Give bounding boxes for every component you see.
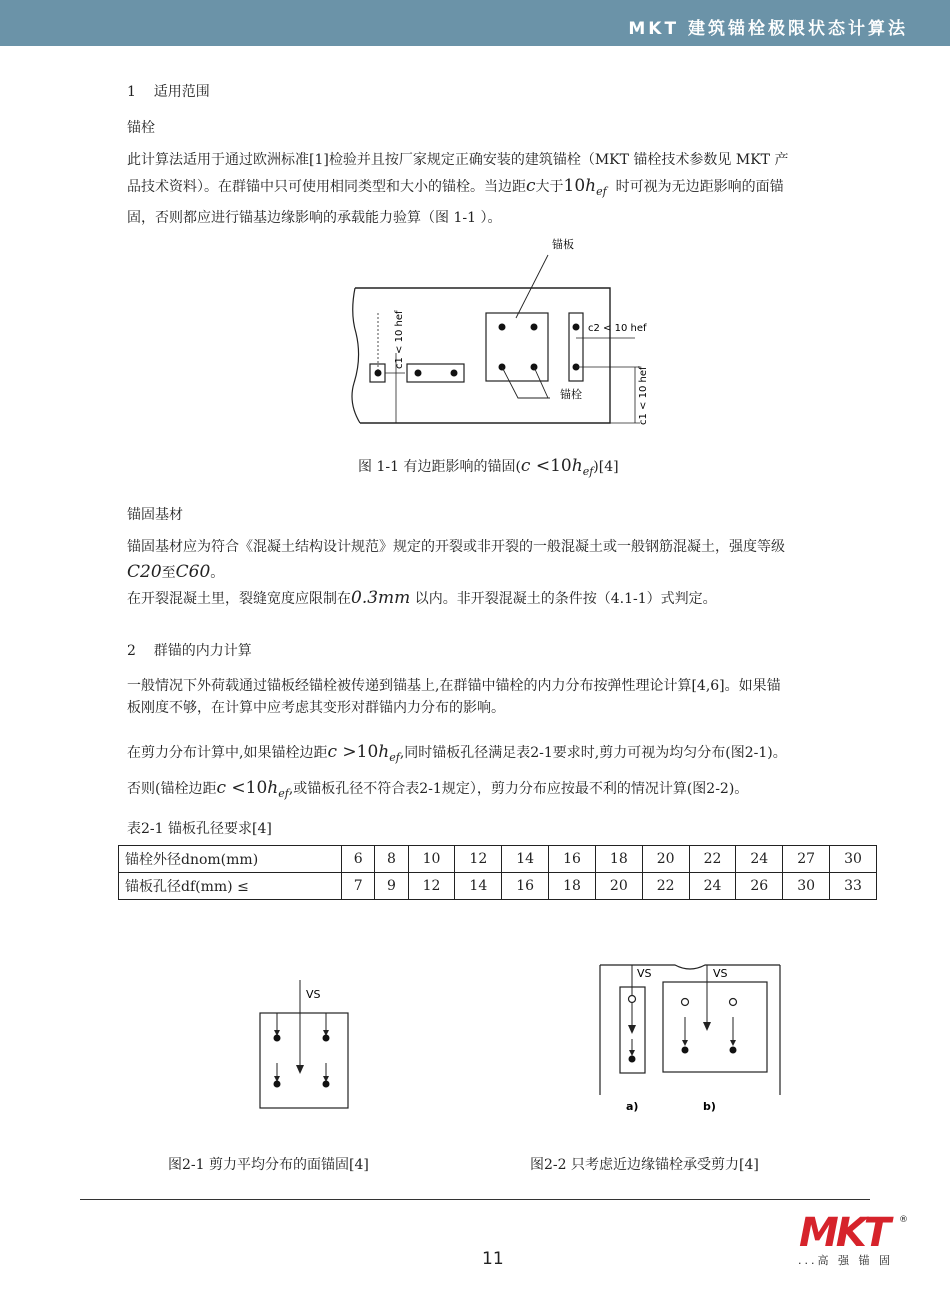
section2-number: 2: [127, 643, 136, 659]
shear-line1: [127, 737, 877, 773]
logo-tagline: ...高 强 锚 固: [798, 1254, 893, 1267]
paragraph-internal-force: [127, 675, 877, 719]
page-number: 11: [482, 1249, 504, 1269]
table-row2-label: 锚板孔径df(mm) ≤: [119, 873, 342, 900]
shear-gt: >10: [336, 742, 379, 762]
table-cell: 33: [830, 873, 877, 900]
logo-registered: ®: [899, 1215, 908, 1225]
shear-line2: [127, 773, 877, 809]
table-title: 表2-1 锚板孔径要求[4]: [127, 821, 272, 837]
section1-number: 1: [127, 84, 136, 100]
fig11-label-bolt: 锚栓: [560, 388, 582, 401]
fig11-label-plate: 锚板: [552, 238, 574, 251]
fig11-caption-h: h: [571, 456, 583, 476]
fig21-bolt: [323, 1035, 330, 1042]
fig21-bolt: [274, 1035, 281, 1042]
fig22-bolt: [629, 1056, 636, 1063]
math-crack-width: 0.3mm: [351, 588, 411, 608]
table-cell: 26: [736, 873, 783, 900]
table-cell: 8: [375, 846, 408, 873]
fig11-bolt: [415, 370, 422, 377]
scope-line2-b: 时可视为无边距影响的面锚: [615, 179, 784, 195]
fig21-bolts: [274, 1013, 330, 1088]
paragraph-shear: [127, 737, 877, 809]
scope-line2-mid: 大于: [535, 179, 564, 195]
section2-heading: [127, 640, 252, 662]
section2-title: 群锚的内力计算: [153, 643, 252, 659]
fig11-bolt: [499, 324, 506, 331]
shear2-h: h: [267, 777, 279, 798]
section1-heading: [127, 81, 210, 103]
paragraph-scope: [127, 147, 877, 231]
math-c20: C20: [127, 562, 162, 582]
fig22-label-b: b): [703, 1100, 716, 1113]
fig11-label-c1-left: c1 < 10 hef: [394, 310, 405, 369]
fig22-label-a: a): [626, 1100, 639, 1113]
table-cell: 24: [689, 873, 736, 900]
shear2-lt: <10: [226, 777, 268, 798]
table-cell: 9: [375, 873, 408, 900]
table-cell: 30: [830, 846, 877, 873]
fig21-plate: [260, 1013, 348, 1108]
crack-a: 在开裂混凝土里，裂缝宽度应限制在: [127, 591, 351, 607]
fig22-bolt-open: [629, 996, 636, 1003]
footer-divider: [80, 1199, 870, 1200]
fig11-caption: [358, 456, 619, 478]
fig11-broken-edge: [352, 288, 360, 423]
table-cell: 20: [642, 846, 689, 873]
mkt-logo: [795, 1210, 915, 1252]
table-cell: 14: [502, 846, 549, 873]
fig11-square-plate: [486, 313, 548, 381]
fig11-label-c1-right: c1 < 10 hef: [638, 366, 649, 425]
fig22-bolt-open: [730, 999, 737, 1006]
math-10: 10: [563, 176, 586, 196]
fig21-bolt: [274, 1081, 281, 1088]
force-line2: 板刚度不够，在计算中应考虑其变形对群锚内力分布的影响。: [127, 700, 505, 716]
shear2-c: c: [216, 777, 226, 798]
logo-wordmark: MKT: [799, 1210, 889, 1252]
shear-b: ,同时锚板孔径满足表2-1要求时,剪力可视为均匀分布(图2-1)。: [399, 745, 787, 761]
fig11-caption-lt: <10: [530, 456, 572, 476]
shear-c: c: [327, 742, 337, 762]
table-cell: 10: [408, 846, 455, 873]
math-h: h: [585, 176, 597, 196]
crack-b: 以内。非开裂混凝土的条件按（4.1-1）式判定。: [414, 591, 717, 607]
shear2-ef: ef: [278, 786, 289, 800]
header-bar: [0, 0, 950, 46]
fig11-caption-ef: ef: [582, 464, 594, 478]
shear-a: 在剪力分布计算中,如果锚栓边距: [127, 745, 328, 761]
table-row: [119, 846, 877, 873]
table-cell: 18: [595, 846, 642, 873]
paragraph-base-material: [127, 535, 877, 612]
fig11-bolt: [451, 370, 458, 377]
fig21-caption: 图2-1 剪力平均分布的面锚固[4]: [168, 1157, 369, 1173]
math-c60: C60: [175, 562, 211, 582]
shear2-a: 否则(锚栓边距: [127, 780, 217, 797]
table-cell: 7: [342, 873, 375, 900]
math-ef: ef: [596, 184, 607, 198]
force-line1: 一般情况下外荷载通过锚板经锚栓被传递到锚基上,在群锚中锚栓的内力分布按弹性理论计算[4,6]。如果锚: [127, 678, 781, 694]
table-cell: 22: [642, 873, 689, 900]
hole-diameter-table: [118, 845, 877, 900]
base-to: 至: [161, 565, 176, 581]
subheading-base-material: 锚固基材: [127, 507, 183, 523]
shear2-b: ,或锚板孔径不符合表2-1规定），剪力分布应按最不利的情况计算(图2-2)。: [288, 780, 749, 797]
fig11-caption-b: )[4]: [593, 459, 619, 475]
scope-line3: 固，否则都应进行锚基边缘影响的承载能力验算（图 1-1 ）。: [127, 209, 502, 226]
table-row1-label: 锚栓外径dnom(mm): [119, 846, 342, 873]
table-cell: 18: [549, 873, 596, 900]
fig22-label-vs-b: VS: [713, 967, 728, 980]
section1-title: 适用范围: [153, 84, 210, 100]
figure-2-2: [595, 955, 790, 1120]
table-cell: 22: [689, 846, 736, 873]
figure-2-1: [230, 975, 370, 1115]
table-cell: 6: [342, 846, 375, 873]
table-cell: 12: [455, 846, 502, 873]
fig11-narrow-plate: [569, 313, 583, 381]
fig22-bolt-open: [682, 999, 689, 1006]
table-cell: 27: [783, 846, 830, 873]
base-line3: [127, 586, 877, 612]
scope-line2-a: 品技术资料）。在群锚中只可使用相同类型和大小的锚栓。当边距: [127, 179, 526, 195]
base-line2: [127, 560, 877, 586]
fig22-base-top: [600, 965, 780, 969]
table-cell: 24: [736, 846, 783, 873]
math-c: c: [526, 176, 536, 196]
scope-line1: 此计算法适用于通过欧洲标准[1]检验并且按厂家规定正确安装的建筑锚栓（MKT 锚栓技术参数见 MKT 产: [127, 152, 789, 168]
header-title: MKT 建筑锚栓极限状态计算法: [628, 19, 908, 39]
fig22-caption: 图2-2 只考虑近边缘锚栓承受剪力[4]: [530, 1157, 759, 1173]
fig22-bolt: [730, 1047, 737, 1054]
subheading-anchor: 锚栓: [127, 120, 155, 136]
fig11-bolt: [531, 324, 538, 331]
table-cell: 16: [549, 846, 596, 873]
fig21-bolt: [323, 1081, 330, 1088]
table-cell: 16: [502, 873, 549, 900]
table-cell: 14: [455, 873, 502, 900]
base-line1: 锚固基材应为符合《混凝土结构设计规范》规定的开裂或非开裂的一般混凝土或一般钢筋混凝土，强度等级: [127, 539, 785, 555]
table-cell: 12: [408, 873, 455, 900]
shear-h: h: [378, 742, 390, 762]
fig11-leader-bolt: [502, 367, 550, 398]
fig11-label-c2: c2 < 10 hef: [588, 323, 647, 334]
fig11-leader-plate: [516, 255, 548, 318]
fig11-caption-c: c: [520, 456, 531, 476]
fig22-bolt: [682, 1047, 689, 1054]
fig11-bolt: [573, 324, 580, 331]
fig22-label-vs-a: VS: [637, 967, 652, 980]
fig22-plate-b: [663, 982, 767, 1072]
fig21-label-vs: VS: [306, 988, 321, 1001]
shear-ef: ef: [389, 750, 400, 764]
table-cell: 30: [783, 873, 830, 900]
table-row: [119, 873, 877, 900]
fig11-caption-a: 图 1-1 有边距影响的锚固(: [358, 459, 521, 475]
base-end: 。: [210, 565, 225, 581]
table-cell: 20: [595, 873, 642, 900]
figure-1-1: [330, 233, 670, 433]
scope-line2: [127, 173, 877, 205]
